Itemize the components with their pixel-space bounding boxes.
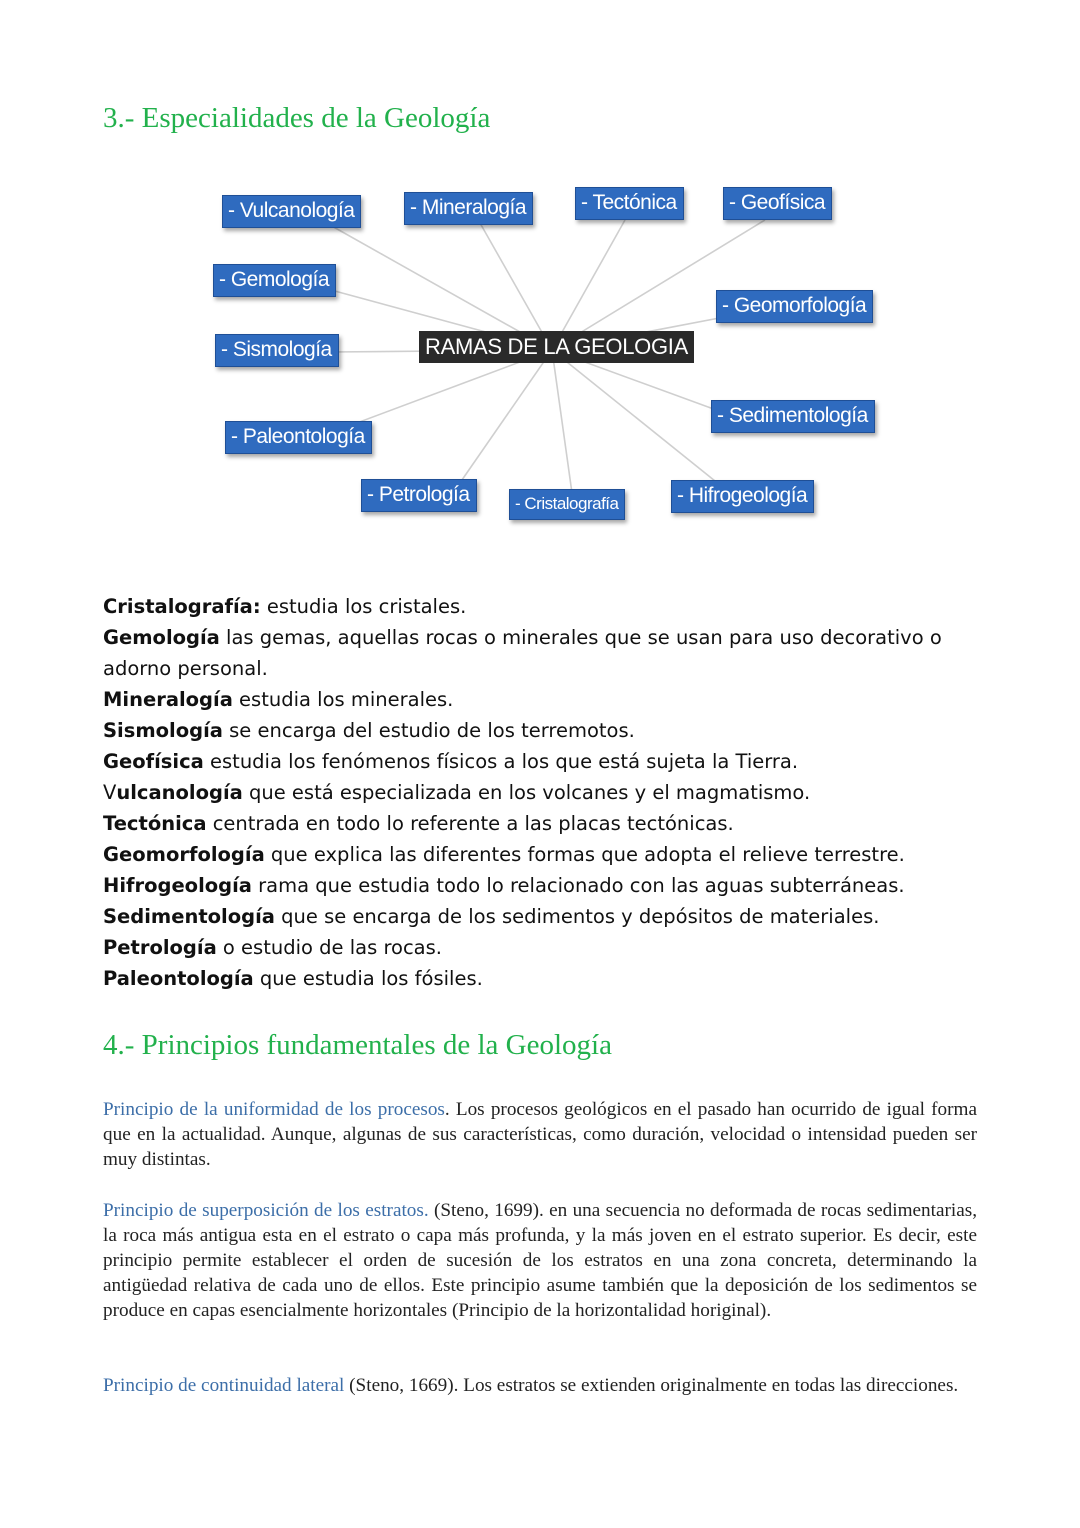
node-hifrogeologia: - Hifrogeología bbox=[671, 480, 814, 513]
definition-gemologia: Gemología las gemas, aquellas rocas o minerales que se usan para uso decorativo o adorno personal. bbox=[103, 626, 942, 680]
node-sismologia: - Sismología bbox=[215, 334, 339, 367]
node-paleontologia: - Paleontología bbox=[225, 421, 372, 454]
principle-title: Principio de la uniformidad de los procesos bbox=[103, 1099, 445, 1120]
node-geomorfologia: - Geomorfología bbox=[716, 290, 873, 323]
definition-cristalografia: Cristalografía: estudia los cristales. bbox=[103, 595, 467, 618]
node-tectonica: - Tectónica bbox=[575, 187, 684, 220]
definition-tectonica: Tectónica centrada en todo lo referente a las placas tectónicas. bbox=[103, 812, 734, 835]
definition-geomorfologia: Geomorfología que explica las diferentes formas que adopta el relieve terrestre. bbox=[103, 843, 905, 866]
principle-uniformity: Principio de la uniformidad de los procesos. Los procesos geológicos en el pasado han ocurrido de igual forma que en la actualidad. Aunque, algunas de sus características, como duración, velocidad o intensidad pueden ser muy distintas. bbox=[103, 1099, 977, 1170]
definition-paleontologia: Paleontología que estudia los fósiles. bbox=[103, 967, 483, 990]
geology-branches-mindmap bbox=[200, 175, 900, 530]
definitions-list bbox=[103, 591, 983, 994]
mindmap-center-label: RAMAS DE LA GEOLOGIA bbox=[419, 331, 694, 363]
definition-sedimentologia: Sedimentología que se encarga de los sedimentos y depósitos de materiales. bbox=[103, 905, 880, 928]
definition-geofisica: Geofísica estudia los fenómenos físicos a los que está sujeta la Tierra. bbox=[103, 750, 799, 773]
principle-lateral-continuity: Principio de continuidad lateral (Steno, 1669). Los estratos se extienden originalmente en todas las direcciones. bbox=[103, 1375, 959, 1396]
node-cristalografia: - Cristalografía bbox=[509, 489, 625, 520]
principle-superposition: Principio de superposición de los estratos. (Steno, 1699). en una secuencia no deformada de rocas sedimentarias, la roca más antigua esta en el estrato o capa más profunda, y la más joven en el estrato superior. Es decir, este principio permite establecer el orden de sucesión de los estratos en una zona concreta, determinando la antigüedad relativa de cada uno de ellos. Este principio asume también que la deposición de los sedimentos se produce en capas esencialmente horizontales (Principio de la horizontalidad horiginal). bbox=[103, 1200, 977, 1321]
definition-hifrogeologia: Hifrogeología rama que estudia todo lo relacionado con las aguas subterráneas. bbox=[103, 874, 905, 897]
definition-vulcanologia: Vulcanología que está especializada en los volcanes y el magmatismo. bbox=[103, 781, 811, 804]
node-mineralogia: - Mineralogía bbox=[404, 192, 533, 225]
node-gemologia: - Gemología bbox=[213, 264, 336, 297]
definition-mineralogia: Mineralogía estudia los minerales. bbox=[103, 688, 454, 711]
section-3-heading: 3.- Especialidades de la Geología bbox=[103, 102, 491, 134]
principle-title: Principio de superposición de los estratos. bbox=[103, 1200, 429, 1221]
node-vulcanologia: - Vulcanología bbox=[222, 195, 361, 228]
node-petrologia: - Petrología bbox=[361, 479, 477, 512]
section-4-heading: 4.- Principios fundamentales de la Geología bbox=[103, 1029, 612, 1061]
node-geofisica: - Geofísica bbox=[723, 187, 832, 220]
definition-petrologia: Petrología o estudio de las rocas. bbox=[103, 936, 442, 959]
definition-sismologia: Sismología se encarga del estudio de los terremotos. bbox=[103, 719, 635, 742]
principle-title: Principio de continuidad lateral bbox=[103, 1375, 345, 1396]
node-sedimentologia: - Sedimentología bbox=[711, 400, 875, 433]
